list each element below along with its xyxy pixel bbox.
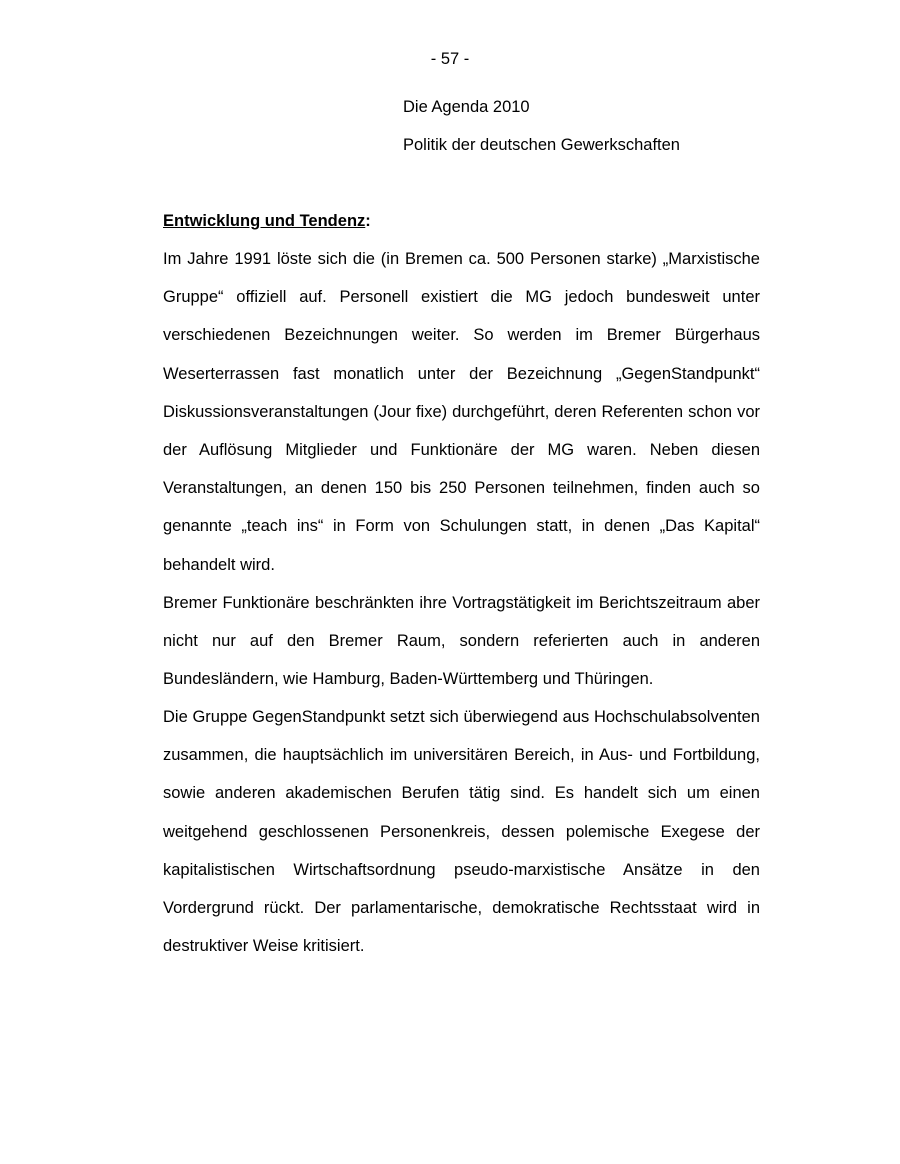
paragraph-text: Im Jahre 1991 löste sich die (in Bremen ca. 500 Personen starke) „Marxistische Gruppe“ offiziell auf. Personell existiert die MG jedoch bundesweit unter verschiedenen Bezeichnungen weiter. So werden im Bremer Bürgerhaus Weserterrassen fast monatlich unter der Bezeichnung „GegenStandpunkt“ Diskussionsveranstaltungen (Jour fixe) durchgeführt, deren Referenten schon vor der Auflösung Mitglieder und Funktionäre der MG waren. Neben diesen Veranstaltungen, an denen 150 bis 250 Personen teilnehmen, finden auch so genannte „teach ins“ in Form von Schulungen statt, in denen „Das Kapital“ behandelt wird. xyxy=(163,250,760,574)
section-heading xyxy=(163,210,371,232)
page-number: - 57 - xyxy=(430,50,470,68)
section-heading-text: Entwicklung und Tendenz xyxy=(163,212,366,230)
body-paragraph-1 xyxy=(163,240,760,584)
running-header-subtitle: Politik der deutschen Gewerkschaften xyxy=(403,136,680,154)
body-paragraph-3 xyxy=(163,698,760,965)
body-paragraph-2 xyxy=(163,584,760,699)
paragraph-text: Die Gruppe GegenStandpunkt setzt sich überwiegend aus Hochschulabsolventen zusammen, die hauptsächlich im universitären Bereich, in Aus- und Fortbildung, sowie anderen akademischen Berufen tätig sind. Es handelt sich um einen weitgehend geschlossenen Personenkreis, dessen polemische Exegese der kapitalistischen Wirtschaftsordnung pseudo-marxistische Ansätze in den Vordergrund rückt. Der parlamentarische, demokratische Rechtsstaat wird in destruktiver Weise kritisiert. xyxy=(163,708,760,956)
running-header-title: Die Agenda 2010 xyxy=(403,98,530,116)
paragraph-text: Bremer Funktionäre beschränkten ihre Vortragstätigkeit im Berichtszeitraum aber nicht nur auf den Bremer Raum, sondern referierten auch in anderen Bundesländern, wie Hamburg, Baden-Württemberg und Thüringen. xyxy=(163,594,760,689)
section-heading-colon: : xyxy=(365,212,371,230)
